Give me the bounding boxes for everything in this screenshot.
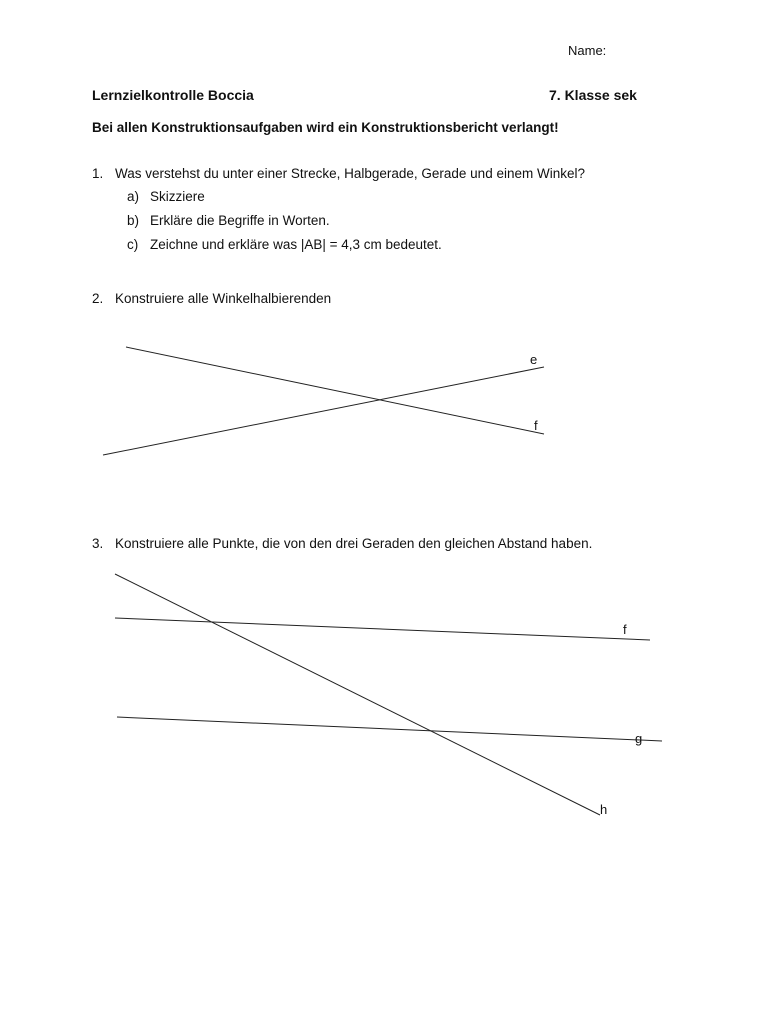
question-1b-text: Erkläre die Begriffe in Worten. [150,213,330,228]
question-1-number: 1. [92,166,104,181]
line-g-q3 [117,717,662,741]
label-f-q3: f [623,622,627,637]
figure-question-3 [115,574,662,817]
name-label: Name: [568,43,607,58]
label-e-q2: e [530,352,538,367]
question-1a-text: Skizziere [150,189,205,204]
question-3-text: Konstruiere alle Punkte, die von den drei Geraden den gleichen Abstand haben. [115,536,593,551]
question-1b-letter: b) [127,213,140,228]
line-f-q2 [126,347,544,434]
question-1-text: Was verstehst du unter einer Strecke, Halbgerade, Gerade und einem Winkel? [115,166,585,181]
question-1c-text: Zeichne und erkläre was |AB| = 4,3 cm bedeutet. [150,237,442,252]
question-2-number: 2. [92,291,104,306]
instruction-text: Bei allen Konstruktionsaufgaben wird ein Konstruktionsbericht verlangt! [92,120,559,135]
label-f-q2: f [534,418,538,433]
question-3-number: 3. [92,536,104,551]
question-2-text: Konstruiere alle Winkelhalbierenden [115,291,332,306]
line-f-q3 [115,618,650,640]
question-1a-letter: a) [127,189,140,204]
line-e-q2 [103,367,544,455]
page-title: Lernzielkontrolle Boccia [92,87,254,103]
label-g-q3: g [635,731,643,746]
class-label: 7. Klasse sek [549,87,637,103]
label-h-q3: h [600,802,608,817]
figure-question-2 [103,347,544,455]
question-1c-letter: c) [127,237,139,252]
line-h-q3 [115,574,600,815]
